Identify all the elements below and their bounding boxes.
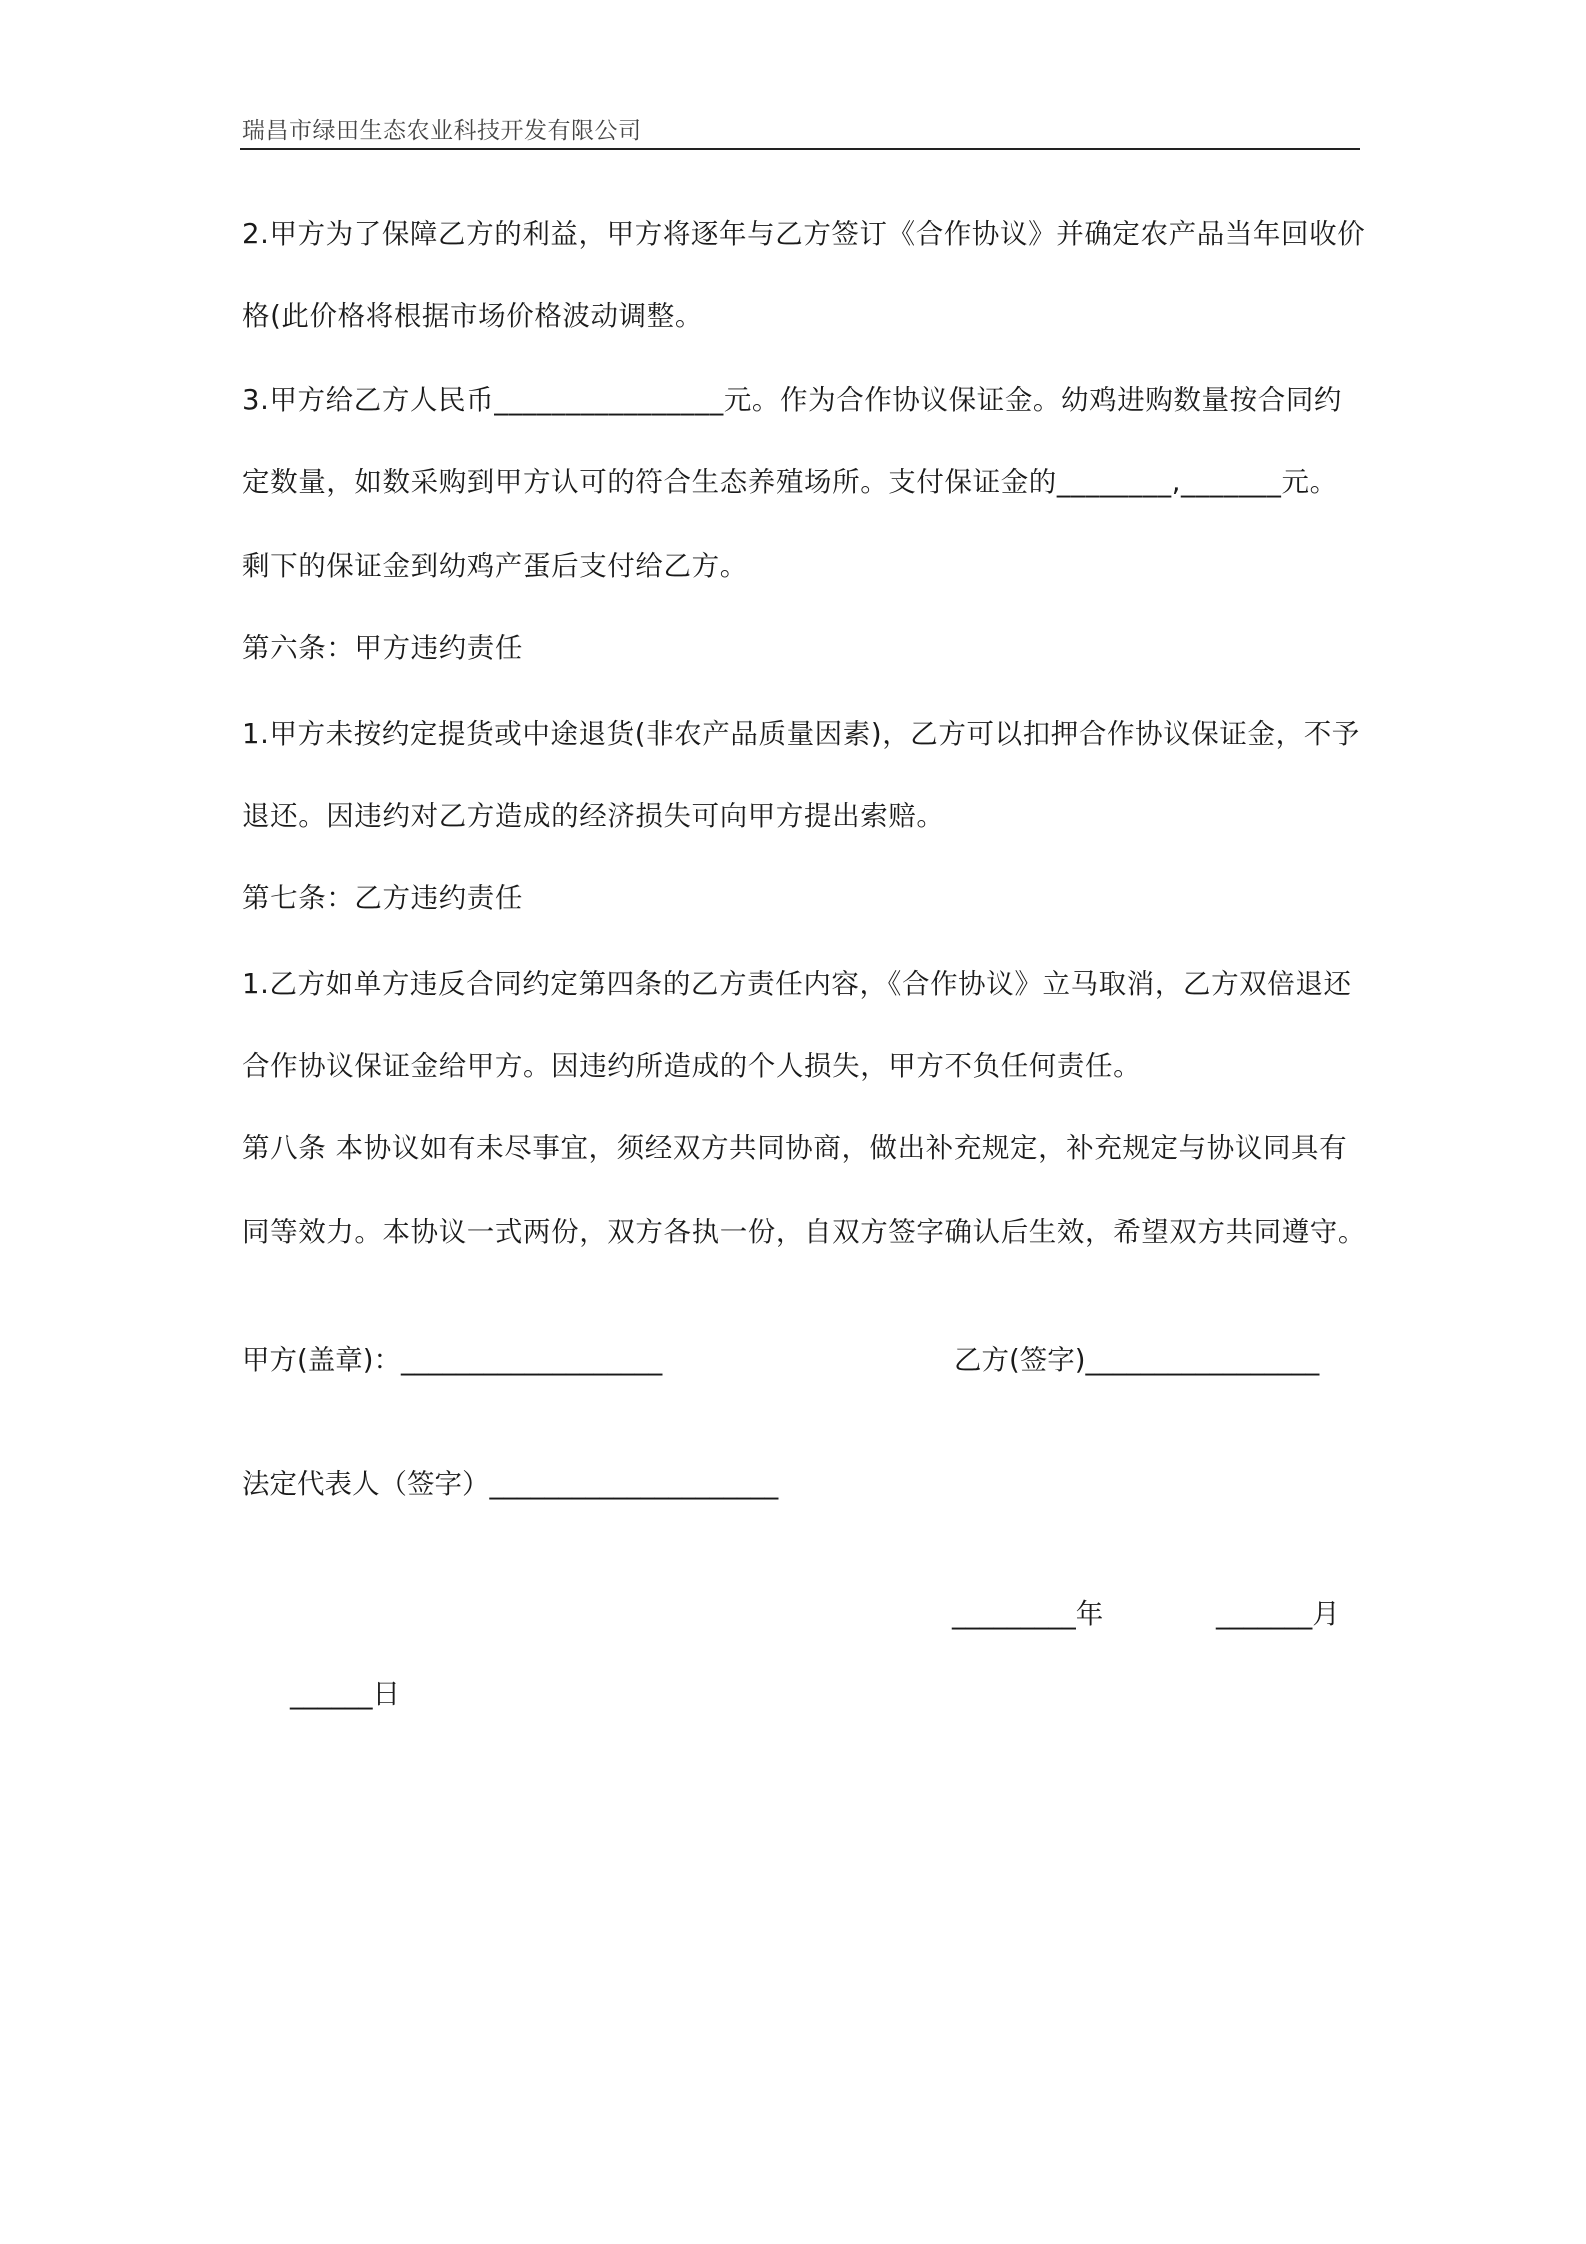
company-name: 瑞昌市绿田生态农业科技开发有限公司 (242, 118, 642, 144)
clause-3-line-2: 定数量，如数采购到甲方认可的符合生态养殖场所。支付保证金的________,_______元。 (242, 466, 1338, 498)
party-a-seal-field: 甲方(盖章)：___________________ (242, 1344, 663, 1376)
page-header (240, 108, 1360, 150)
article-8-line-1: 第八条 本协议如有未尽事宜，须经双方共同协商，做出补充规定，补充规定与协议同具有 (242, 1132, 1348, 1164)
article-7-heading: 第七条：乙方违约责任 (242, 882, 523, 914)
legal-representative-signature-field: 法定代表人（签字）_____________________ (242, 1468, 779, 1500)
clause-3-line-1: 3.甲方给乙方人民币________________元。作为合作协议保证金。幼鸡进购数量按合同约 (242, 384, 1343, 416)
clause-2-line-2: 格(此价格将根据市场价格波动调整。 (242, 300, 703, 332)
article-7-clause-1-line-1: 1.乙方如单方违反合同约定第四条的乙方责任内容，《合作协议》立马取消，乙方双倍退还 (242, 968, 1352, 1000)
article-6-clause-1-line-1: 1.甲方未按约定提货或中途退货(非农产品质量因素)，乙方可以扣押合作协议保证金，不予 (242, 718, 1360, 750)
article-8-line-2: 同等效力。本协议一式两份，双方各执一份，自双方签字确认后生效，希望双方共同遵守。 (242, 1216, 1366, 1248)
article-7-clause-1-line-2: 合作协议保证金给甲方。因违约所造成的个人损失，甲方不负任何责任。 (242, 1050, 1142, 1082)
date-day-field: ______日 (290, 1678, 400, 1710)
clause-3-line-3: 剩下的保证金到幼鸡产蛋后支付给乙方。 (242, 550, 748, 582)
article-6-heading: 第六条：甲方违约责任 (242, 632, 523, 664)
clause-2-line-1: 2.甲方为了保障乙方的利益，甲方将逐年与乙方签订《合作协议》并确定农产品当年回收价 (242, 218, 1366, 250)
date-year-field: _________年 (952, 1598, 1104, 1630)
party-b-signature-field: 乙方(签字)_________________ (954, 1344, 1320, 1376)
article-6-clause-1-line-2: 退还。因违约对乙方造成的经济损失可向甲方提出索赔。 (242, 800, 945, 832)
date-month-field: _______月 (1216, 1598, 1340, 1630)
